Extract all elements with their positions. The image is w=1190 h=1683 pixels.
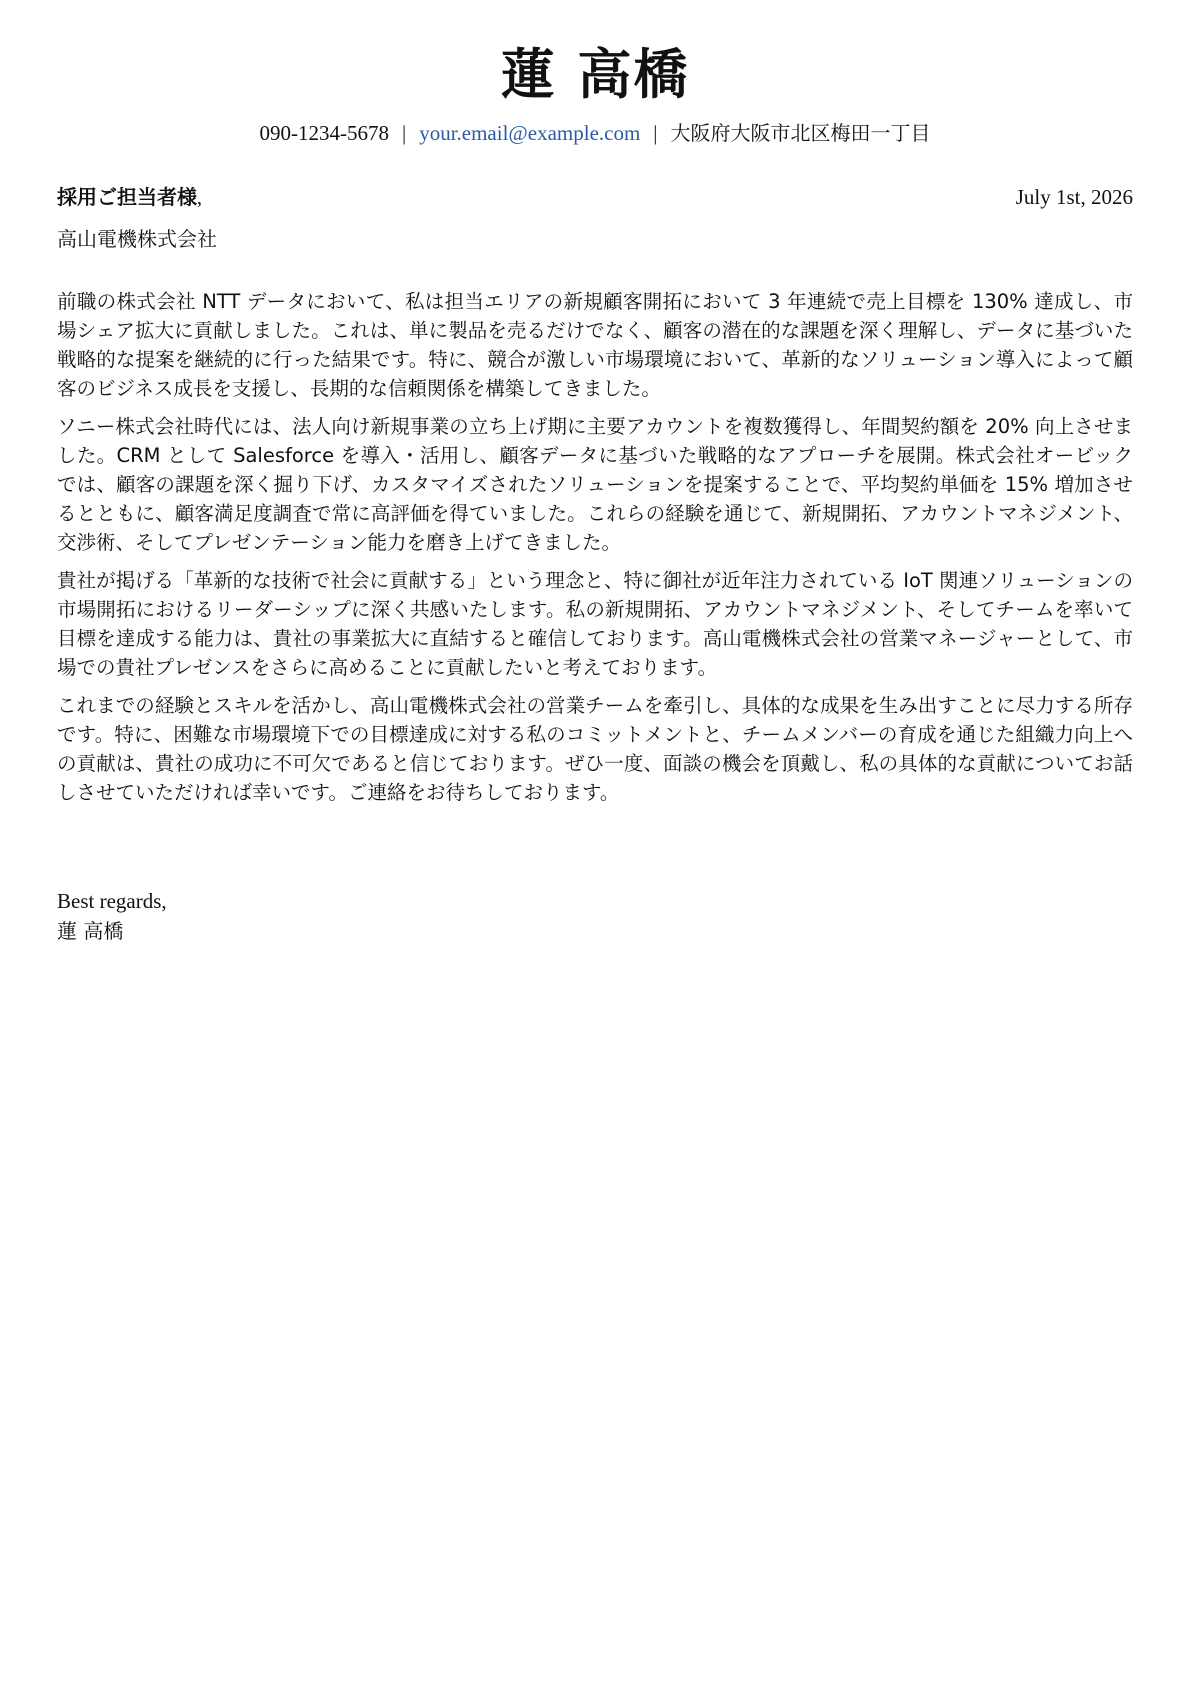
contact-line — [57, 118, 1133, 148]
salutation-row — [57, 182, 1133, 212]
salutation-comma: , — [197, 187, 202, 209]
letter-date: July 1st, 2026 — [1015, 185, 1133, 209]
applicant-name: 蓮 高橋 — [500, 43, 690, 106]
salutation — [57, 182, 202, 213]
body-paragraph: 前職の株式会社 NTT データにおいて、私は担当エリアの新規顧客開拓において 3 年連続で売上目標を 130% 達成し、市場シェア拡大に貢献しました。これは、単に製品を売るだけでなく、顧客の潜在的な課題を深く理解し、データに基づいた戦略的な提案を継続的に行った結果です。特に、競合が激しい市場環境において、革新的なソリューション導入によって顧客のビジネス成長を支援し、長期的な信頼関係を構築してきました。 — [57, 290, 1133, 400]
signature-name: 蓮 高橋 — [57, 919, 124, 943]
letter-body — [57, 287, 1133, 816]
closing-block — [57, 886, 167, 946]
closing-phrase: Best regards, — [57, 889, 167, 913]
phone-number: 090-1234-5678 — [259, 121, 389, 145]
recipient-company: 高山電機株式会社 — [57, 227, 217, 251]
address: 大阪府大阪市北区梅田一丁目 — [670, 121, 931, 145]
body-paragraph: 貴社が掲げる「革新的な技術で社会に貢献する」という理念と、特に御社が近年注力されている IoT 関連ソリューションの市場開拓におけるリーダーシップに深く共感いたします。私の新規開拓、アカウントマネジメント、そしてチームを率いて目標を達成する能力は、貴社の事業拡大に直結すると確信しております。高山電機株式会社の営業マネージャーとして、市場での貴社プレゼンスをさらに高めることに貢献したいと考えております。 — [57, 569, 1133, 679]
salutation-text: 採用ご担当者様 — [57, 185, 197, 209]
email-link[interactable]: your.email@example.com — [419, 121, 641, 145]
contact-separator: | — [653, 121, 658, 145]
body-paragraph: これまでの経験とスキルを活かし、高山電機株式会社の営業チームを牽引し、具体的な成果を生み出すことに尽力する所存です。特に、困難な市場環境下での目標達成に対する私のコミットメントと、チームメンバーの育成を通じた組織力向上への貢献は、貴社の成功に不可欠であると信じております。ぜひ一度、面談の機会を頂戴し、私の具体的な貢献についてお話しさせていただければ幸いです。ご連絡をお待ちしております。 — [57, 694, 1133, 804]
contact-separator: | — [401, 121, 407, 145]
body-paragraph: ソニー株式会社時代には、法人向け新規事業の立ち上げ期に主要アカウントを複数獲得し、年間契約額を 20% 向上させました。CRM として Salesforce を導入・活用し、顧客データに基づいた戦略的なアプローチを展開。株式会社オービックでは、顧客の課題を深く掘り下げ、カスタマイズされたソリューションを提案することで、平均契約単価を 15% 増加させるとともに、顧客満足度調査で常に高評価を得ていました。これらの経験を通じて、新規開拓、アカウントマネジメント、交渉術、そしてプレゼンテーション能力を磨き上げてきました。 — [57, 415, 1133, 554]
